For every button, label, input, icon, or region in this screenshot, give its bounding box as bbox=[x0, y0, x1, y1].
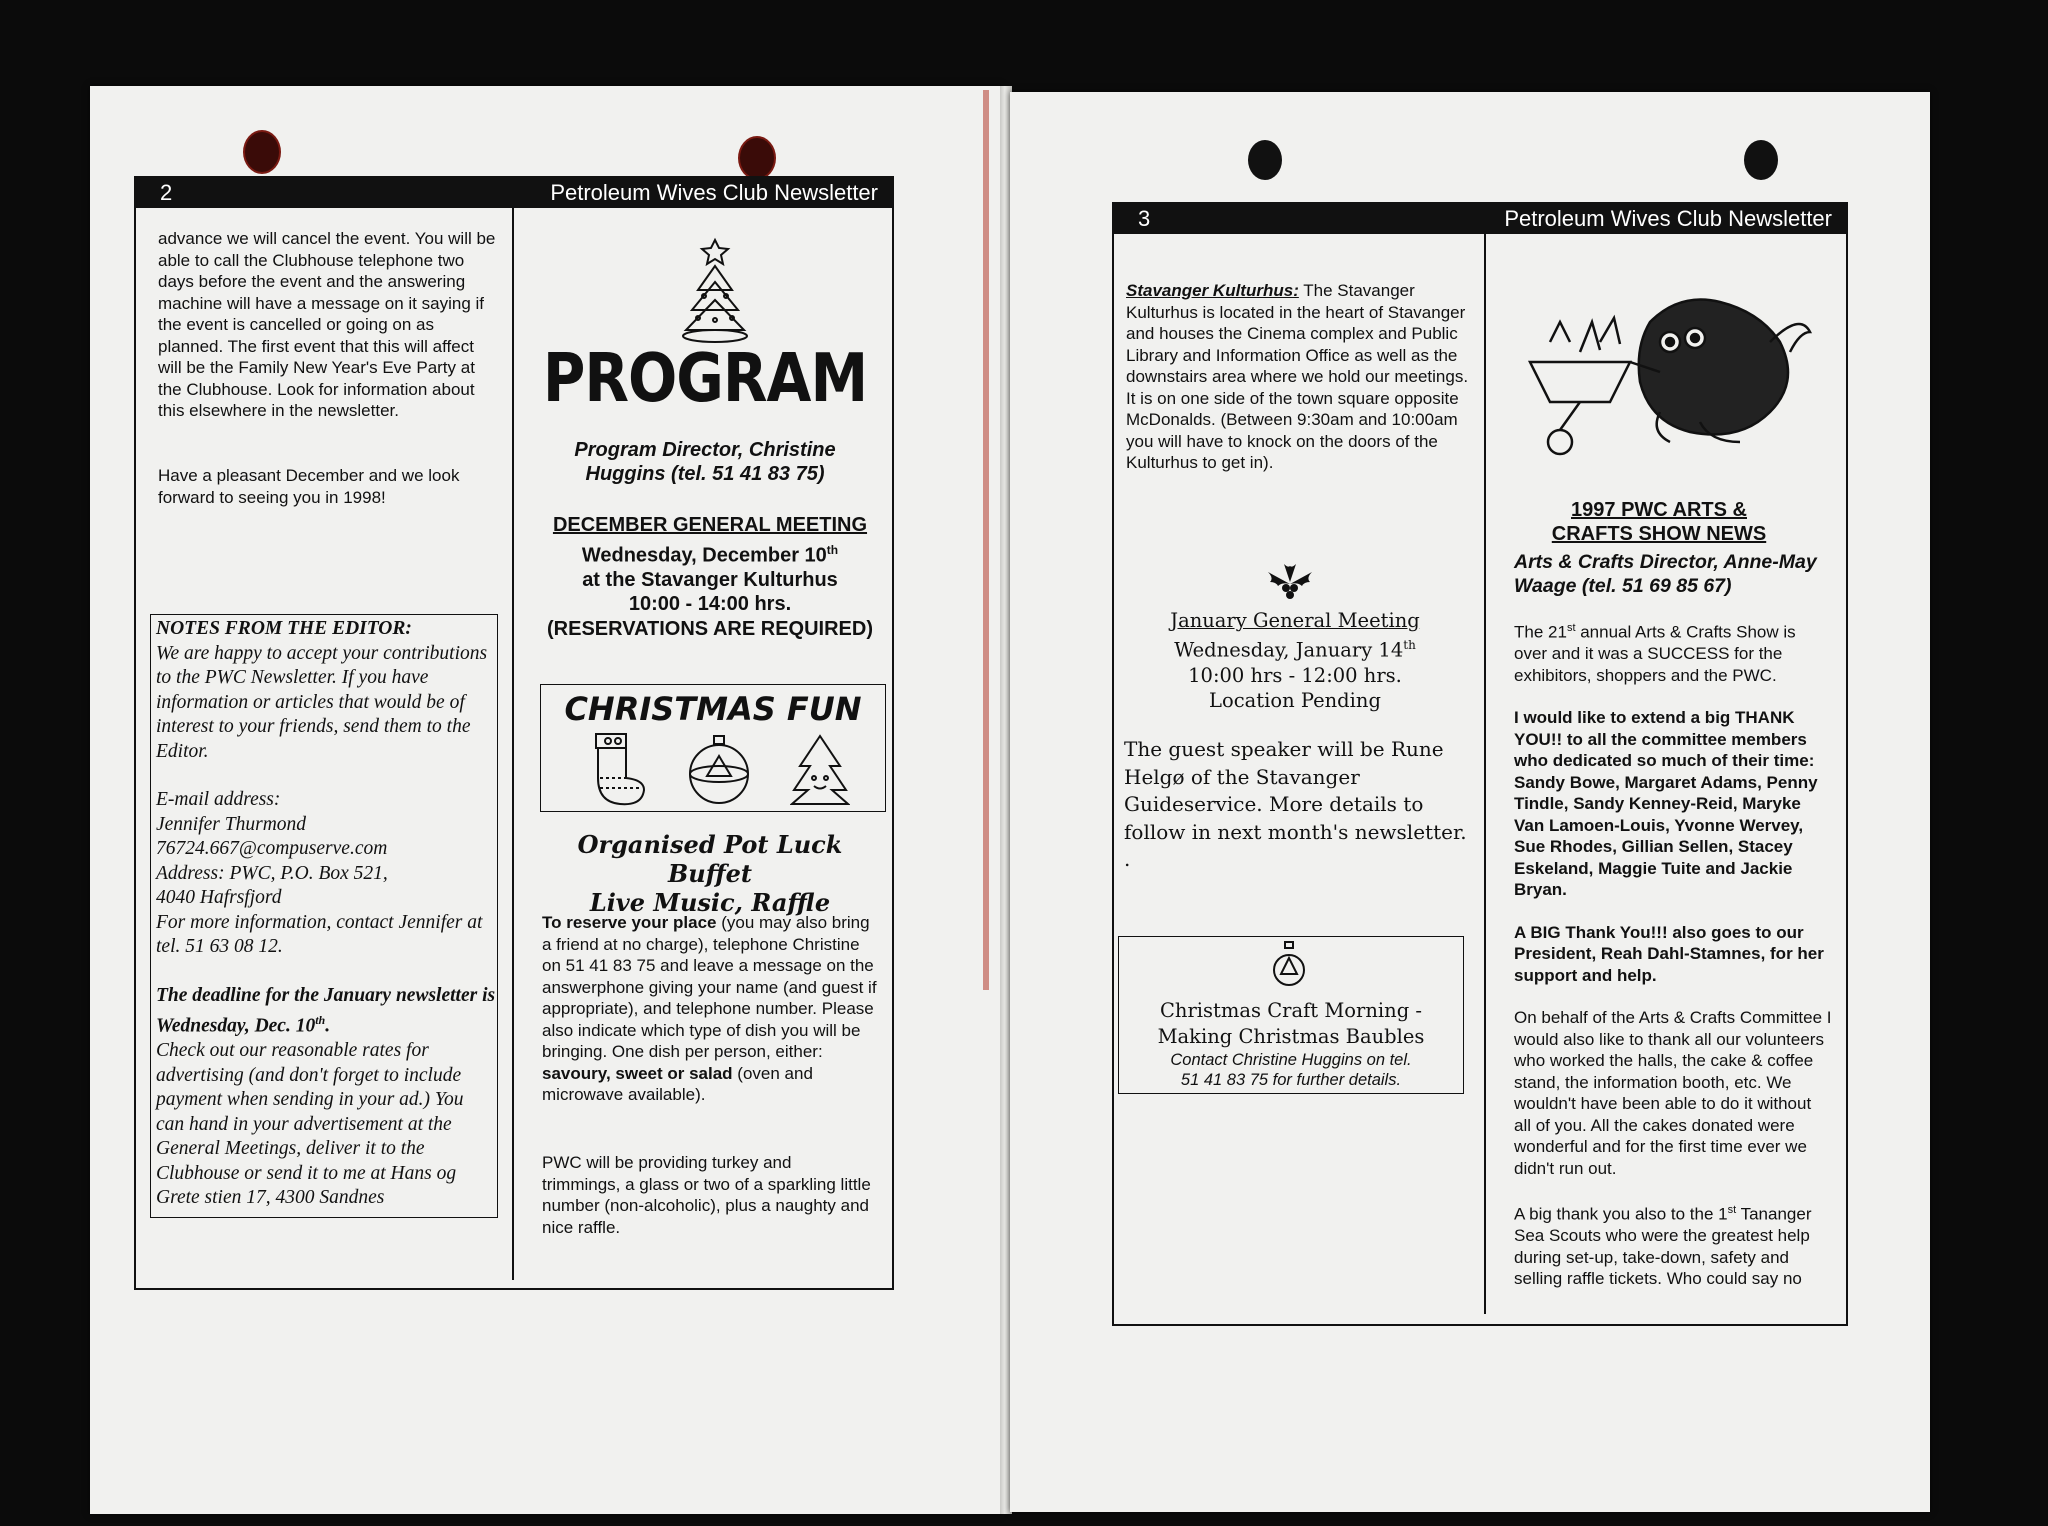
craft-morning-line-1: Christmas Craft Morning - bbox=[1160, 999, 1422, 1022]
deadline-notice: The deadline for the January newsletter is Wednesday, Dec. 10th. bbox=[156, 984, 496, 1037]
editor-name: Jennifer Thurmond bbox=[156, 813, 307, 835]
craft-morning-line-2: Making Christmas Baubles bbox=[1157, 1025, 1425, 1048]
program-title: PROGRAM bbox=[542, 338, 868, 418]
punch-hole bbox=[740, 138, 774, 178]
tree-face-icon bbox=[790, 732, 850, 810]
arts-crafts-heading bbox=[1494, 498, 1824, 546]
column-divider bbox=[1484, 234, 1486, 1314]
january-meeting-location: Location Pending bbox=[1209, 688, 1381, 712]
kulturhus-title: Stavanger Kulturhus: bbox=[1126, 281, 1299, 300]
january-meeting-time: 10:00 hrs - 12:00 hrs. bbox=[1188, 663, 1402, 687]
christmas-fun-title: CHRISTMAS FUN bbox=[564, 690, 862, 728]
arts-crafts-heading-2: CRAFTS SHOW NEWS bbox=[1551, 523, 1767, 545]
left-page-header bbox=[136, 178, 892, 208]
editor-contact: For more information, contact Jennifer at tel. 51 63 08 12. bbox=[156, 911, 483, 957]
buffet-line-1: Organised Pot Luck Buffet bbox=[577, 830, 843, 888]
newsletter-title: Petroleum Wives Club Newsletter bbox=[550, 180, 878, 205]
arts-paragraph-4: On behalf of the Arts & Crafts Committee I would also like to thank all our volunteers who worked the halls, the cake & coffee stand, the information booth, etc. We wouldn't have been able to do it without all of you. All the cakes donated were wonderful and for the first time ever we didn't run out. bbox=[1514, 1008, 1832, 1178]
arts-paragraph-2: I would like to extend a big THANK YOU!! to all the committee members who dedicated so much of their time: Sandy Bowe, Margaret Adams, Penny Tindle, Sandy Kenney-Reid, Maryke Van Lamoen-Louis, Yvonne Wervey, Sue Rhodes, Gillian Sellen, Stacey Eskeland, Maggie Tuite and Jackie Bryan. bbox=[1514, 708, 1818, 900]
editor-notes-body: We are happy to accept your contributions to the PWC Newsletter. If you have information or articles that would be of interest to your friends, send them to the Editor. bbox=[156, 642, 488, 762]
craft-morning-contact-2: 51 41 83 75 for further details. bbox=[1180, 1071, 1402, 1089]
guest-speaker-paragraph: The guest speaker will be Rune Helgø of the Stavanger Guideservice. More details to follow in next month's newsletter. . bbox=[1124, 736, 1476, 874]
buffet-line-2: Live Music, Raffle bbox=[589, 888, 831, 917]
punch-hole bbox=[1248, 140, 1282, 180]
arts-crafts-heading-1: 1997 PWC ARTS & bbox=[1571, 499, 1747, 521]
editor-notes-content bbox=[156, 617, 496, 1211]
christmas-tree-cake-icon bbox=[674, 236, 756, 346]
december-meeting-date: Wednesday, December 10th bbox=[581, 542, 839, 567]
email-label: E-mail address: bbox=[156, 789, 281, 810]
editor-address-1: Address: PWC, P.O. Box 521, bbox=[156, 862, 388, 884]
editor-email: 76724.667@compuserve.com bbox=[156, 838, 388, 859]
column-divider bbox=[512, 206, 514, 1280]
buffet-block bbox=[535, 830, 885, 917]
pwc-provides-paragraph: PWC will be providing turkey and trimmings, a glass or two of a sparkling little number (non-alcoholic), plus a naughty and nice raffle. bbox=[542, 1153, 871, 1237]
arts-crafts-director: Arts & Crafts Director, Anne-May Waage (tel. 51 69 85 67) bbox=[1514, 551, 1817, 597]
punch-hole bbox=[1744, 140, 1778, 180]
december-meeting-block bbox=[535, 513, 885, 641]
stray-dot: . bbox=[1124, 847, 1131, 871]
december-meeting-heading: DECEMBER GENERAL MEETING bbox=[552, 514, 868, 536]
newsletter-title: Petroleum Wives Club Newsletter bbox=[1504, 206, 1832, 231]
arts-paragraph-1: The 21st annual Arts & Crafts Show is over and it was a SUCCESS for the exhibitors, shoppers and the PWC. bbox=[1514, 622, 1796, 685]
kulturhus-paragraph: Stavanger Kulturhus: The Stavanger Kulturhus is located in the heart of Stavanger and houses the Cinema complex and Public Library and Information Office as well as the downstairs area where we hold our meetings. It is on one side of the town square opposite McDonalds. (Between 9:30am and 10:00am you will have to knock on the doors of the Kulturhus to get in). bbox=[1126, 281, 1469, 472]
page-number: 3 bbox=[1138, 206, 1151, 231]
closing-paragraph: Have a pleasant December and we look forward to seeing you in 1998! bbox=[158, 466, 460, 507]
editor-notes-title: NOTES FROM THE EDITOR: bbox=[156, 618, 412, 639]
stocking-icon bbox=[588, 732, 648, 808]
arts-paragraph-3: A BIG Thank You!!! also goes to our President, Reah Dahl-Stamnes, for her support and help. bbox=[1514, 922, 1824, 985]
january-meeting-block bbox=[1122, 608, 1468, 713]
december-meeting-location: at the Stavanger Kulturhus bbox=[582, 568, 838, 591]
cat-with-wheelbarrow-illustration bbox=[1520, 282, 1820, 462]
craft-morning-contact-1: Contact Christine Huggins on tel. bbox=[1170, 1051, 1412, 1069]
page-number: 2 bbox=[160, 180, 173, 205]
january-meeting-title: January General Meeting bbox=[1170, 609, 1420, 632]
holly-icon bbox=[1262, 562, 1318, 604]
january-meeting-date: Wednesday, January 14th bbox=[1174, 638, 1416, 662]
arts-crafts-article bbox=[1514, 618, 1832, 1290]
craft-morning-content bbox=[1118, 998, 1464, 1090]
punch-hole bbox=[245, 132, 279, 172]
program-director: Program Director, Christine Huggins (tel. 51 41 83 75) bbox=[574, 439, 836, 485]
december-meeting-note: (RESERVATIONS ARE REQUIRED) bbox=[547, 617, 873, 640]
editor-address-2: 4040 Hafrsfjord bbox=[156, 887, 282, 908]
december-meeting-time: 10:00 - 14:00 hrs. bbox=[628, 593, 792, 616]
page-edge-stripe bbox=[983, 90, 989, 990]
reservation-paragraph: To reserve your place (you may also bring a friend at no charge), telephone Christine on 51 41 83 75 and leave a message on the answerphone giving your name (and guest if appropriate), and telephone number. Please also indicate which type of dish you will be bringing. One dish per person, either: savoury, sweet or salad (oven and microwave available). bbox=[542, 913, 877, 1104]
advertising-note: Check out our reasonable rates for advertising (and don't forget to include payment when sending in your ad.) You can hand in your advertisement at the General Meetings, deliver it to the Clubhouse or send it to me at Hans og Grete stien 17, 4300 Sandnes bbox=[156, 1040, 464, 1208]
right-page-header bbox=[1114, 204, 1846, 234]
intro-paragraph: advance we will cancel the event. You will be able to call the Clubhouse telephone two days before the event and the answering machine will have a message on it saying if the event is cancelled or going on as planned. The first event that this will affect will be the Family New Year's Eve Party at the Clubhouse. Look for information about this elsewhere in the newsletter. bbox=[158, 229, 496, 420]
bauble-icon bbox=[1272, 940, 1306, 992]
arts-paragraph-5: A big thank you also to the 1st Tananger Sea Scouts who were the greatest help during set-up, take-down, safety and selling raffle tickets. Who could say no bbox=[1514, 1204, 1812, 1289]
bauble-icon bbox=[686, 734, 752, 806]
